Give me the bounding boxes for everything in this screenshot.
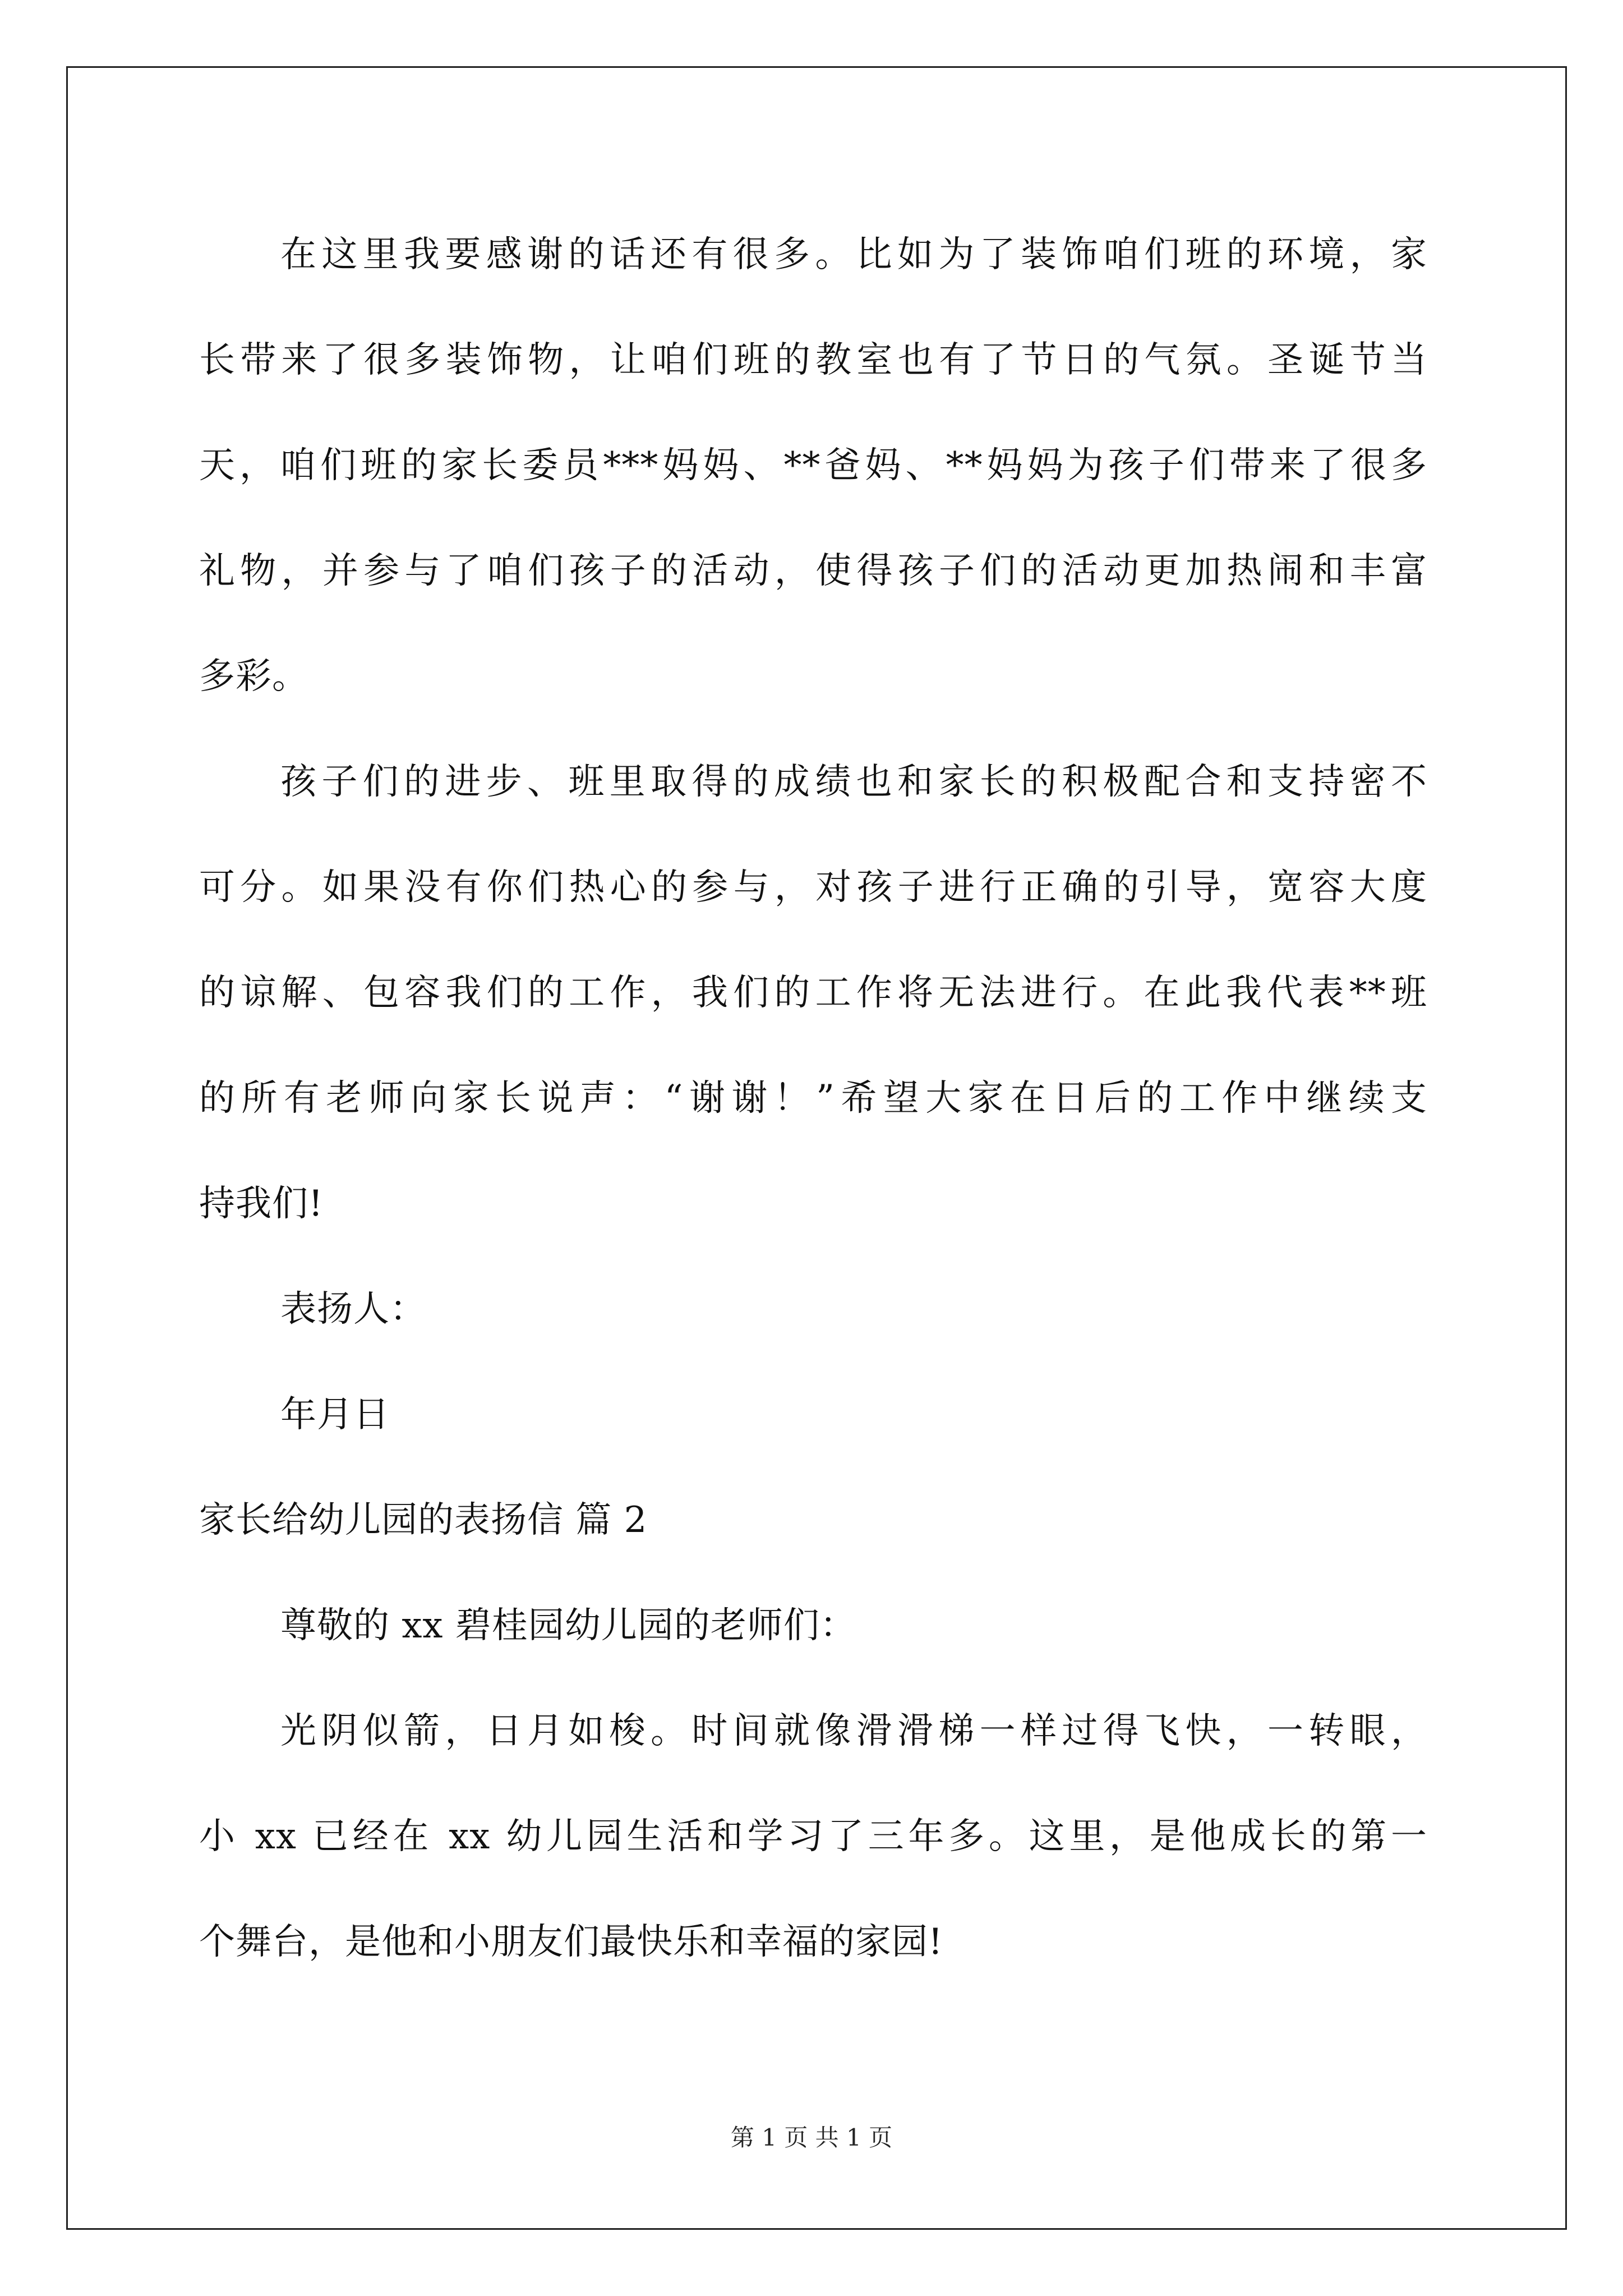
- paragraph-line: 礼物，并参与了咱们孩子的活动，使得孩子们的活动更加热闹和丰富: [199, 550, 1427, 592]
- paragraph-line: 天，咱们班的家长委员***妈妈、**爸妈、**妈妈为孩子们带来了很多: [199, 445, 1427, 486]
- paragraph-line: 长带来了很多装饰物，让咱们班的教室也有了节日的气氛。圣诞节当: [199, 339, 1427, 381]
- paragraph-line: 小 xx 已经在 xx 幼儿园生活和学习了三年多。这里，是他成长的第一: [199, 1816, 1427, 1857]
- signature-label: 表扬人：: [280, 1289, 426, 1330]
- salutation: 尊敬的 xx 碧桂园幼儿园的老师们：: [280, 1605, 856, 1646]
- paragraph-line: 多彩。: [199, 656, 308, 697]
- paragraph-line: 持我们!: [199, 1183, 324, 1225]
- paragraph-line: 的谅解、包容我们的工作，我们的工作将无法进行。在此我代表**班: [199, 972, 1427, 1014]
- paragraph-line: 可分。如果没有你们热心的参与，对孩子进行正确的引导，宽容大度: [199, 867, 1427, 908]
- paragraph-line: 个舞台，是他和小朋友们最快乐和幸福的家园!: [199, 1921, 943, 1963]
- document-body: [199, 202, 1427, 1995]
- paragraph-line: 在这里我要感谢的话还有很多。比如为了装饰咱们班的环境，家: [280, 234, 1427, 275]
- paragraph-line: 光阴似箭，日月如梭。时间就像滑滑梯一样过得飞快，一转眼，: [280, 1710, 1427, 1752]
- paragraph-line: 的所有老师向家长说声：“谢谢！”希望大家在日后的工作中继续支: [199, 1078, 1427, 1119]
- section-heading: 家长给幼儿园的表扬信 篇 2: [199, 1499, 648, 1541]
- page-footer: 第 1 页 共 1 页: [730, 2124, 893, 2151]
- paragraph-line: 孩子们的进步、班里取得的成绩也和家长的积极配合和支持密不: [280, 761, 1427, 803]
- date-label: 年月日: [280, 1394, 390, 1435]
